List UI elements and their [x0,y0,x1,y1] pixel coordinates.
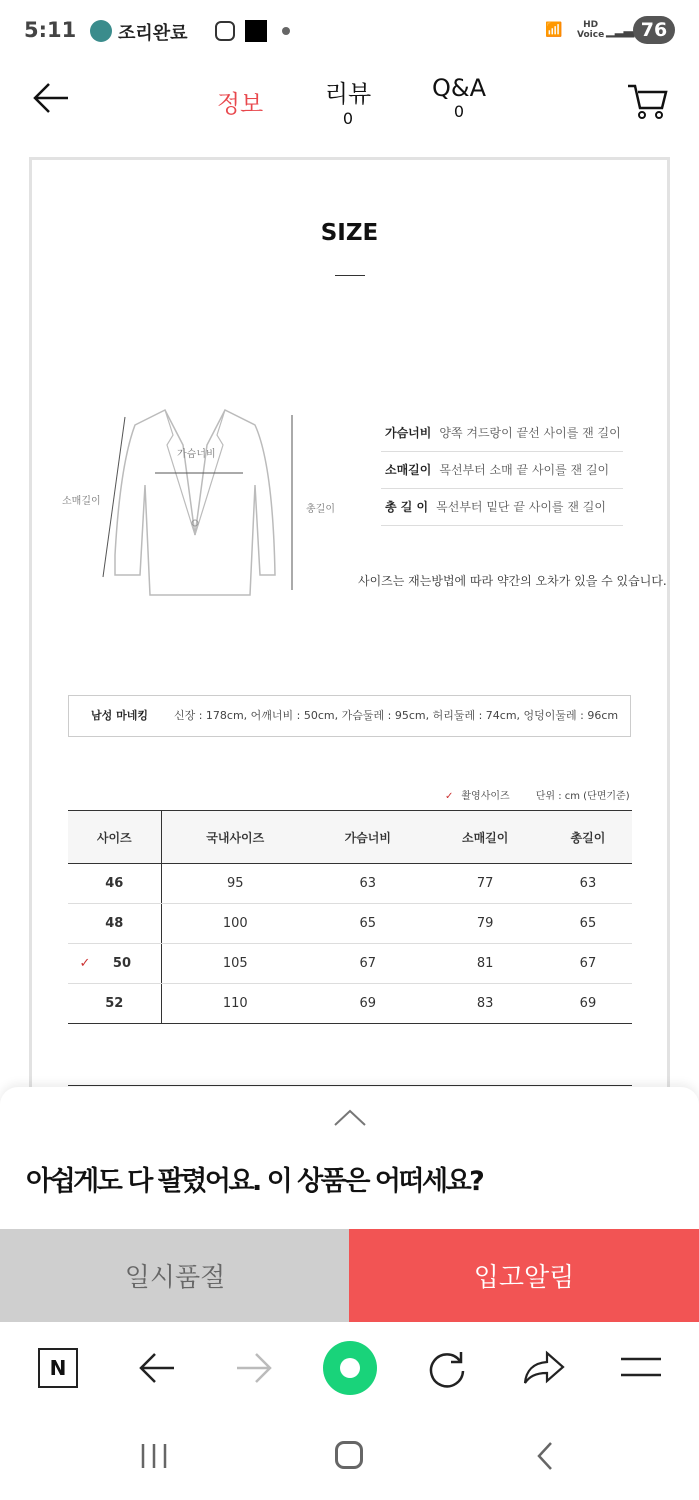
cell-value: 63 [359,876,377,891]
cell-value: 69 [579,996,597,1011]
cell-value: 110 [222,996,248,1011]
sold-out-message: 아쉽게도 다 팔렸어요. 이 상품은 어떠세요? [26,1166,483,1197]
browser-back-icon[interactable] [138,1352,176,1384]
diagram-label-chest: 가슴너비 [177,449,216,460]
definition-row: 총 길 이 목선부터 밑단 끝 사이를 잰 길이 [381,489,623,526]
table-cell [544,984,632,1024]
definition-row: 소매길이 목선부터 소매 끝 사이를 잰 길이 [381,452,623,489]
size-note: 사이즈는 재는방법에 따라 약간의 오차가 있을 수 있습니다. [358,574,667,588]
browser-forward-icon[interactable] [235,1352,273,1384]
clock: 5:11 [24,18,77,42]
diagram-label-sleeve: 소매길이 [62,496,101,507]
table-cell [161,904,309,944]
size-title: SIZE [320,220,379,246]
column-header: 소매길이 [426,811,543,864]
cell-value: 100 [222,916,248,931]
table-row [68,904,632,944]
cell-value: 79 [476,916,494,931]
cell-value: 67 [359,956,377,971]
hd-voice-icon: HD Voice [577,20,605,40]
wifi-icon: 📶 [545,22,563,38]
table-cell [544,904,632,944]
cell-value: 50 [112,956,131,971]
check-icon: ✓ [445,791,454,802]
table-cell [309,904,426,944]
more-dot-icon [282,27,290,35]
browser-toolbar [0,1322,699,1412]
restock-notify-button[interactable]: 입고알림 [349,1229,699,1322]
cell-value: 65 [579,916,597,931]
cart-icon[interactable] [626,82,668,120]
table-cell [544,864,632,904]
table-row [68,864,632,904]
cell-value: 52 [105,996,124,1011]
cell-value: 95 [227,876,244,891]
title-divider [335,275,365,276]
notification-text: 조리완료 [118,23,188,44]
column-header: 국내사이즈 [161,811,309,864]
cell-value: 48 [105,916,124,931]
table-cell [544,944,632,984]
tab-review[interactable]: 리뷰 0 [324,80,372,128]
app-avatar-icon [90,20,112,42]
chevron-up-icon[interactable] [333,1109,367,1127]
refresh-icon[interactable] [427,1349,467,1389]
instagram-icon [215,21,235,41]
green-dot-button[interactable] [323,1341,377,1395]
table-cell [309,944,426,984]
measurement-definitions [381,415,623,526]
table-cell [309,984,426,1024]
sold-out-button[interactable]: 일시품절 [0,1229,350,1322]
battery-indicator: 76 [633,16,675,44]
system-nav-bar [0,1412,699,1500]
cell-value: 63 [579,876,597,891]
cell-value: 69 [359,996,377,1011]
cell-value: 81 [476,956,494,971]
cell-value: 77 [476,876,494,891]
share-icon[interactable] [523,1350,565,1386]
cell-value: 83 [476,996,494,1011]
table-row [68,984,632,1024]
system-back-icon[interactable] [535,1441,555,1471]
table-cell [426,864,543,904]
signal-icon: ▁▂▃ [606,22,633,38]
model-info-box: 남성 마네킹 신장 : 178cm, 어깨너비 : 50cm, 가슴둘레 : 95cm, 허리둘레 : 74cm, 엉덩이둘레 : 96cm [68,695,631,737]
column-header: 사이즈 [68,811,161,864]
table-cell [426,944,543,984]
cell-value: 65 [359,916,377,931]
table-cell [68,984,161,1024]
definition-row: 가슴너비 양쪽 겨드랑이 끝선 사이를 잰 길이 [381,415,623,452]
recent-apps-icon[interactable] [140,1442,168,1470]
table-cell [68,944,161,984]
tab-info[interactable]: 정보 [216,90,264,118]
check-icon: ✓ [79,956,95,971]
size-table [68,810,632,1024]
table-cell [161,864,309,904]
table-cell [426,904,543,944]
cell-value: 46 [105,876,124,891]
home-icon[interactable] [335,1441,363,1469]
menu-icon[interactable] [620,1356,662,1378]
table-cell [68,864,161,904]
column-header: 총길이 [544,811,632,864]
cell-value: 105 [222,956,248,971]
table-cell [161,984,309,1024]
back-arrow-icon[interactable] [32,82,70,114]
status-bar [0,0,699,60]
black-week-icon [245,20,267,42]
legend: ✓ 촬영사이즈 단위 : cm (단면기준) [445,791,630,802]
cell-value: 67 [579,956,597,971]
table-cell [426,984,543,1024]
top-header [0,60,699,138]
column-header: 가슴너비 [309,811,426,864]
table-cell [161,944,309,984]
naver-home-icon[interactable]: N [38,1348,78,1388]
table-cell [309,864,426,904]
tab-qna[interactable]: Q&A 0 [431,74,487,121]
divider [68,1085,632,1086]
table-row [68,944,632,984]
table-cell [68,904,161,944]
diagram-label-total: 총길이 [306,504,335,515]
jacket-diagram [95,405,305,605]
